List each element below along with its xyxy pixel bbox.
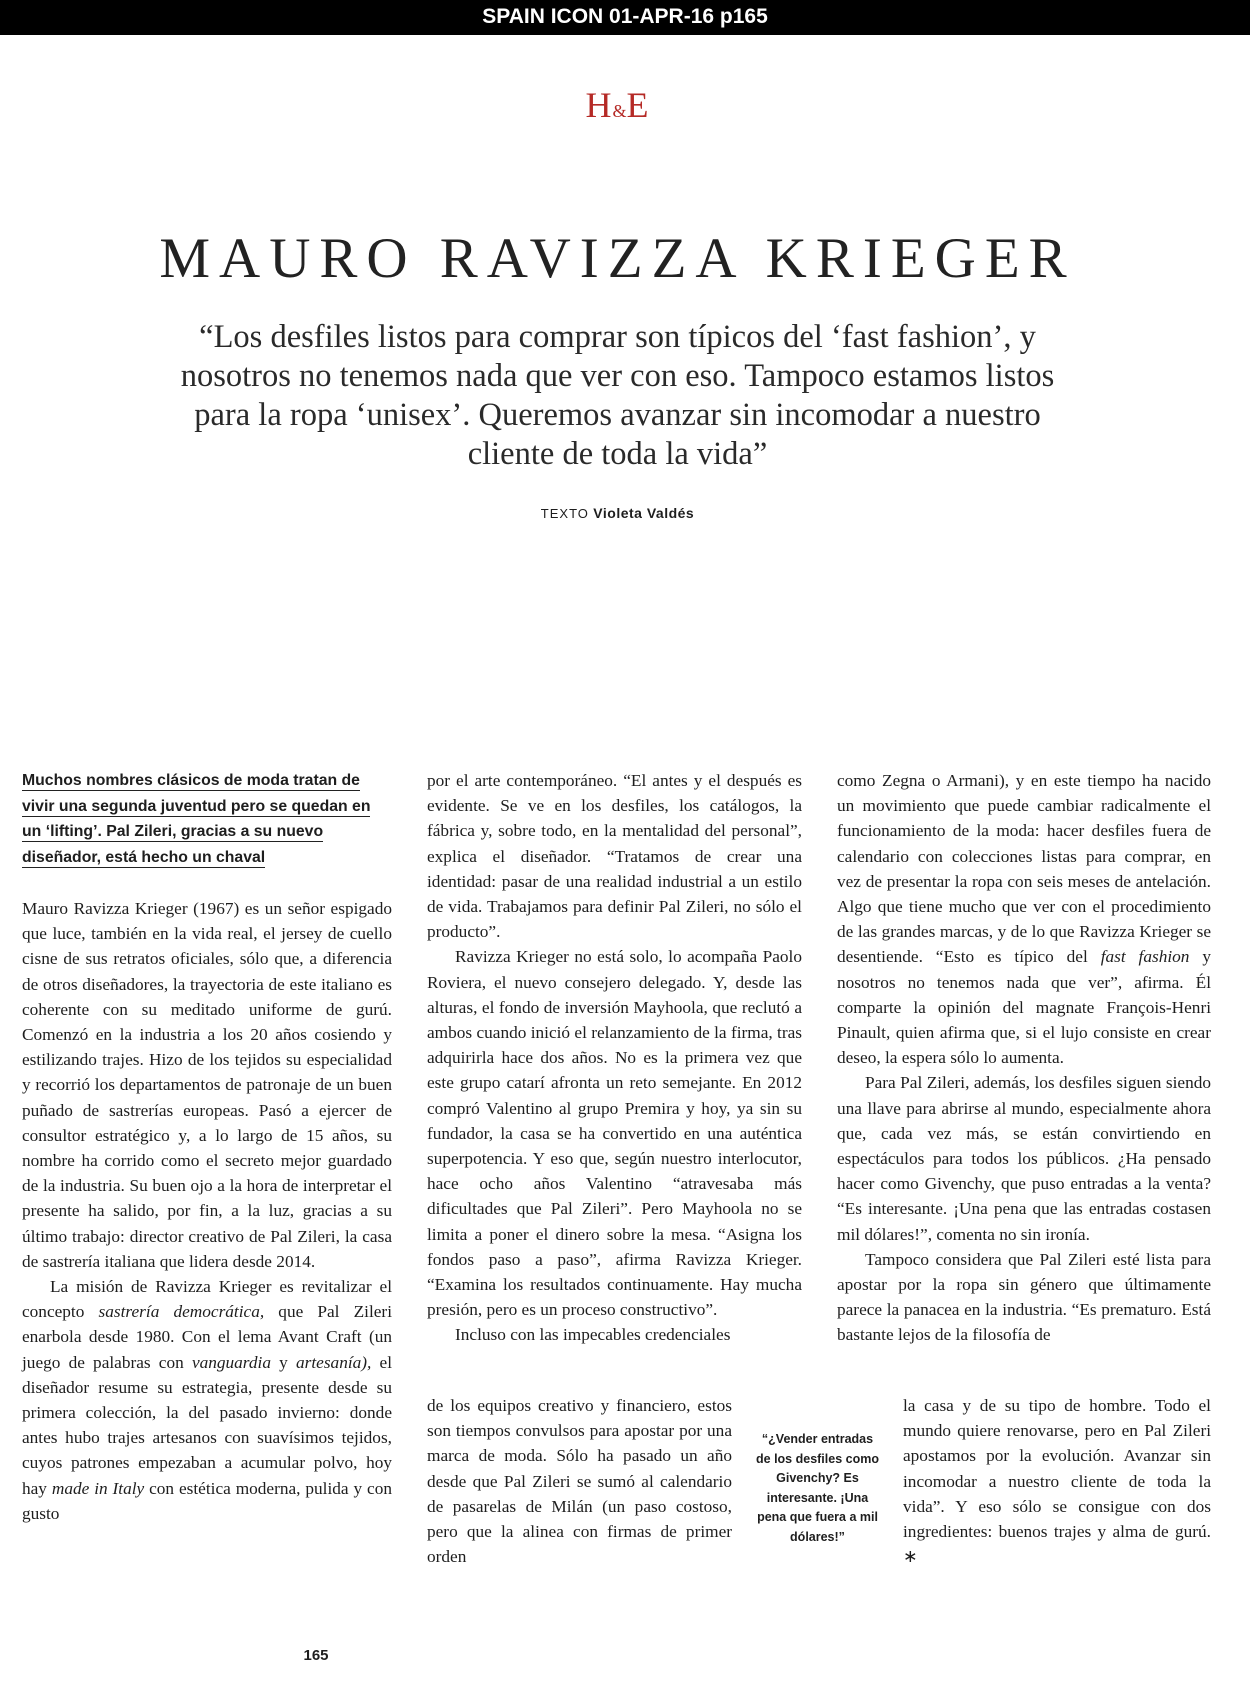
text-run: y xyxy=(270,1352,296,1372)
article-intro xyxy=(22,768,392,870)
byline xyxy=(0,505,1235,521)
column-2-lower xyxy=(427,1393,732,1569)
logo-letter-e: E xyxy=(626,85,650,125)
source-banner: SPAIN ICON 01-APR-16 p165 xyxy=(0,0,1250,35)
logo-letter-h: H xyxy=(585,85,613,125)
logo-ampersand: & xyxy=(612,101,627,121)
column-3-lower xyxy=(903,1393,1211,1569)
italic-run: artesanía), xyxy=(295,1352,372,1372)
col2-paragraph-1: por el arte contemporáneo. “El antes y el después es evidente. Se ve en los desfiles, los catálogos, la fábrica y, sobre todo, en la mentalidad del personal”, explica el diseñador. “Tratamos de crear una identidad: pasar de una realidad industrial a un estilo de vida. Trabajamos para definir Pal Zileri, no sólo el producto”. xyxy=(427,771,802,942)
page-number: 165 xyxy=(303,1647,329,1664)
col1-paragraph-2 xyxy=(22,1274,392,1526)
text-run: y nosotros no tenemos nada que ver”, afirma. Él comparte la opinión del magnate François-Henri Pinault, quien afirma que, si el lujo consiste en crear deseo, la espera sólo lo aumenta. xyxy=(837,947,1211,1068)
col3-paragraph-1 xyxy=(837,768,1211,1070)
text-run: el diseñador resume su estrategia, presente desde su primera colección, la del pasado invierno: donde antes hubo trajes artesanos con suavísimos tejidos, cuyos patrones empezaban a acumular polvo, hoy hay xyxy=(22,1352,393,1498)
text-run: como Zegna o Armani), y en este tiempo ha nacido un movimiento que puede cambiar radicalmente el funcionamiento de la moda: hacer desfiles fuera de calendario con colecciones listas para comprar, en vez de presentar la ropa con seis meses de antelación. Algo que tiene mucho que ver con el procedimiento de las grandes marcas, y de lo que Ravizza Krieger se desentiende. “Esto es típico del xyxy=(837,771,1211,967)
text-run: con estética moderna, pulida y con gusto xyxy=(22,1478,392,1523)
col2-paragraph-2: Ravizza Krieger no está solo, lo acompaña Paolo Roviera, el nuevo consejero delegado. Y, desde las alturas, el fondo de inversión Mayhoola, que reclutó a ambos cuando inició el relanzamiento de la firma, tras adquirirla hace dos años. No es la primera vez que este grupo catarí afronta un reto semejante. En 2012 compró Valentino al grupo Premira y hoy, ya sin su fundador, la casa se ha convertido en una auténtica superpotencia. Y eso que, según nuestro interlocutor, hace ocho años Valentino “atravesaba más dificultades que Pal Zileri”. Pero Mayhoola no se limita a poner el dinero sobre la mesa. “Asigna los fondos paso a paso”, afirma Ravizza Krieger. “Examina los resultados continuamente. Hay mucha presión, pero es un proceso constructivo”. xyxy=(427,947,802,1320)
article-title: MAURO RAVIZZA KRIEGER xyxy=(159,227,1076,290)
column-1 xyxy=(22,768,392,1526)
col1-paragraph-1: Mauro Ravizza Krieger (1967) es un señor espigado que luce, también en la vida real, el jersey de cuello cisne de sus retratos oficiales, sólo que, a diferencia de otros diseñadores, la trayectoria de este italiano es coherente con su meditado uniforme de gurú. Comenzó en la industria a los 20 años cosiendo y estilizando trajes. Hizo de los tejidos su especialidad y recorrió los departamentos de patronaje de un buen puñado de sastrerías europeas. Pasó a ejercer de consultor estratégico y, a lo largo de 15 años, su nombre ha corrido como el secreto mejor guardado de la industria. Su buen ojo a la hora de interpretar el presente ha salido, por fin, a la luz, gracias a su último trabajo: director creativo de Pal Zileri, la casa de sastrería italiana que lidera desde 2014. xyxy=(22,899,392,1271)
italic-run: vanguardia xyxy=(191,1352,271,1372)
byline-author: Violeta Valdés xyxy=(593,505,695,521)
intro-text: Muchos nombres clásicos de moda tratan de vivir una segunda juventud pero se quedan en un ‘lifting’. Pal Zileri, gracias a su nuevo diseñador, está hecho un chaval xyxy=(22,772,371,866)
col2-paragraph-3-rest: de los equipos creativo y financiero, estos son tiempos convulsos para apostar por una marca de moda. Sólo ha pasado un año desde que Pal Zileri se sumó al calendario de pasarelas de Milán (un paso costoso, pero que la alinea con firmas de primer orden xyxy=(427,1396,732,1567)
text-run: que Pal Zileri enarbola desde 1980. Con el lema Avant Craft (un juego de palabras con xyxy=(22,1302,392,1372)
col2-paragraph-3-top: Incluso con las impecables credenciales xyxy=(455,1325,731,1345)
byline-label: TEXTO xyxy=(540,506,589,521)
pull-quote: “¿Vender entradas de los desfiles como Givenchy? Es interesante. ¡Una pena que fuera a mil dólares!” xyxy=(756,1432,879,1544)
text-run: La misión de Ravizza Krieger es revitalizar el concepto xyxy=(22,1277,392,1322)
col3-paragraph-3-rest xyxy=(903,1393,1211,1569)
article-subtitle-quote: “Los desfiles listos para comprar son típicos del ‘fast fashion’, y nosotros no tenemos nada que ver con eso. Tampoco estamos listos para la ropa ‘unisex’. Queremos avanzar sin incomodar a nuestro cliente de toda la vida” xyxy=(180,319,1055,472)
section-logo xyxy=(0,84,1235,126)
column-3 xyxy=(837,768,1211,1348)
italic-run: sastrería democrática, xyxy=(98,1302,265,1322)
end-mark: ∗ xyxy=(903,1547,918,1567)
italic-run: fast fashion xyxy=(1100,947,1190,967)
text-run: la casa y de su tipo de hombre. Todo el mundo quiere renovarse, pero en Pal Zileri apostamos por la evolución. Avanzar sin incomodar a nuestro cliente de toda la vida”. Y eso sólo se consigue con dos ingredientes: buenos trajes y alma de gurú. xyxy=(903,1396,1211,1542)
column-2 xyxy=(427,768,802,1348)
italic-run: made in Italy xyxy=(51,1478,145,1498)
col3-paragraph-2: Para Pal Zileri, además, los desfiles siguen siendo una llave para abrirse al mundo, especialmente ahora que, cada vez más, se están convirtiendo en espectáculos para todos los públicos. ¿Ha pensado hacer como Givenchy, que puso entradas a la venta? “Es interesante. ¡Una pena que las entradas costasen mil dólares!”, comenta no sin ironía. xyxy=(837,1073,1211,1244)
col3-paragraph-3-top: Tampoco considera que Pal Zileri esté lista para apostar por la ropa sin género que últimamente parece la panacea en la industria. “Es prematuro. Está bastante lejos de la filosofía de xyxy=(837,1249,1211,1345)
